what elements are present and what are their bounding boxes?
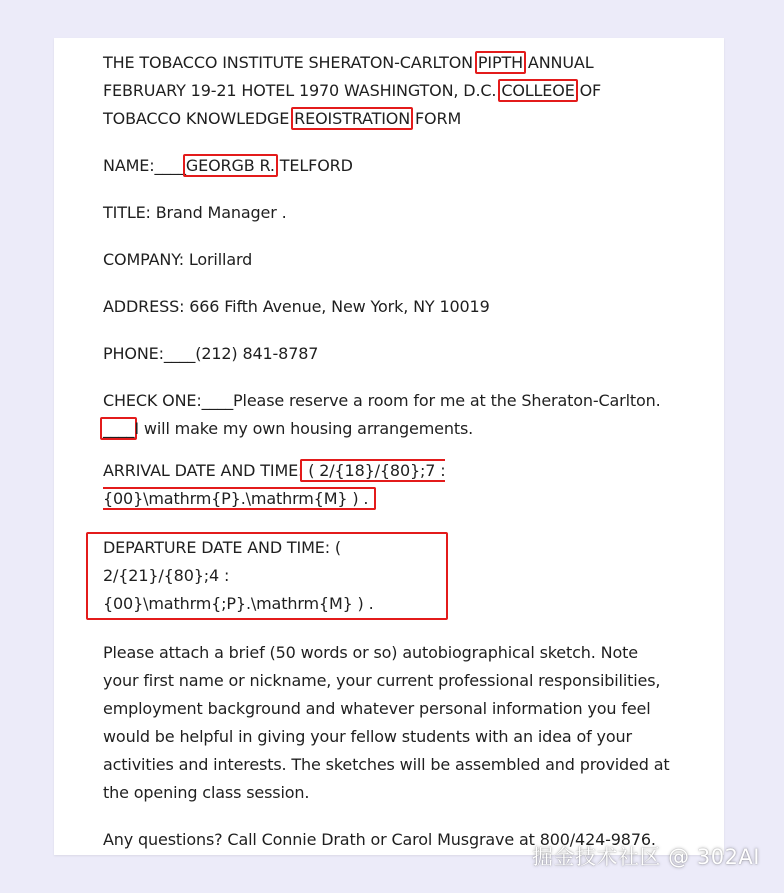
name-last: TELFORD: [274, 156, 353, 175]
highlight-departure: [86, 532, 448, 620]
title-field: TITLE: Brand Manager .: [103, 203, 287, 222]
header-line2-a: FEBRUARY 19-21 HOTEL 1970 WASHINGTON, D.C.: [103, 81, 502, 100]
departure-line-1: DEPARTURE DATE AND TIME: ( 2/{21}/{80};4 :: [103, 538, 342, 585]
highlight-check-blank-2: ____: [100, 417, 137, 440]
arrival-field: [103, 457, 673, 513]
header-line3-c: FORM: [410, 109, 462, 128]
departure-line-2: {00}\mathrm{;P}.\mathrm{M} ) .: [103, 594, 374, 613]
document-page: [54, 38, 724, 855]
name-blank: ____: [154, 156, 186, 175]
arrival-label: ARRIVAL DATE AND TIME:: [103, 461, 304, 480]
company-field: COMPANY: Lorillard: [103, 250, 253, 269]
highlight-arrival: ( 2/{18}/{80};7 : {00}\mathrm{P}.\mathrm{M} ) .: [103, 461, 446, 508]
highlight-reoistration: REOISTRATION: [291, 107, 413, 130]
instructions-paragraph: Please attach a brief (50 words or so) autobiographical sketch. Note your first name or nickname, your current professional responsibilities, employment background and whatever personal information you feel would be helpful in giving your fellow students with an idea of your activities and interests. The sketches will be assembled and provided at the opening class session.: [103, 643, 670, 802]
header-line3-a: TOBACCO KNOWLEDGE: [103, 109, 295, 128]
check-blank-1: ____: [201, 391, 234, 410]
document-content: [103, 49, 673, 855]
phone-label: PHONE:: [103, 344, 164, 363]
watermark-text: 掘金技术社区 @ 302AI: [532, 845, 760, 869]
name-field: [103, 152, 673, 180]
address-field: ADDRESS: 666 Fifth Avenue, New York, NY 10019: [103, 297, 490, 316]
check-one-field: [103, 387, 673, 443]
phone-field: [103, 340, 673, 368]
phone-value: (212) 841-8787: [195, 344, 319, 363]
questions-part-1: Any questions? Call Connie Drath or Carol Musgrave at 800/424-9876.: [103, 830, 656, 849]
form-header: [103, 49, 673, 133]
header-line1-c: ANNUAL: [523, 53, 594, 72]
highlight-colleoe: COLLEOE: [498, 79, 577, 102]
name-label: NAME:: [103, 156, 155, 175]
phone-blank: ____: [163, 344, 196, 363]
check-option-2: I will make my own housing arrangements.: [134, 419, 474, 438]
check-option-1: Please reserve a room for me at the Sheraton-Carlton.: [233, 391, 661, 410]
highlight-name: GEORGB R.: [183, 154, 278, 177]
highlight-pipth: PIPTH: [475, 51, 526, 74]
header-line1-a: THE TOBACCO INSTITUTE SHERATON-CARLTON: [103, 53, 478, 72]
check-label: CHECK ONE:: [103, 391, 202, 410]
header-line2-c: OF: [574, 81, 602, 100]
